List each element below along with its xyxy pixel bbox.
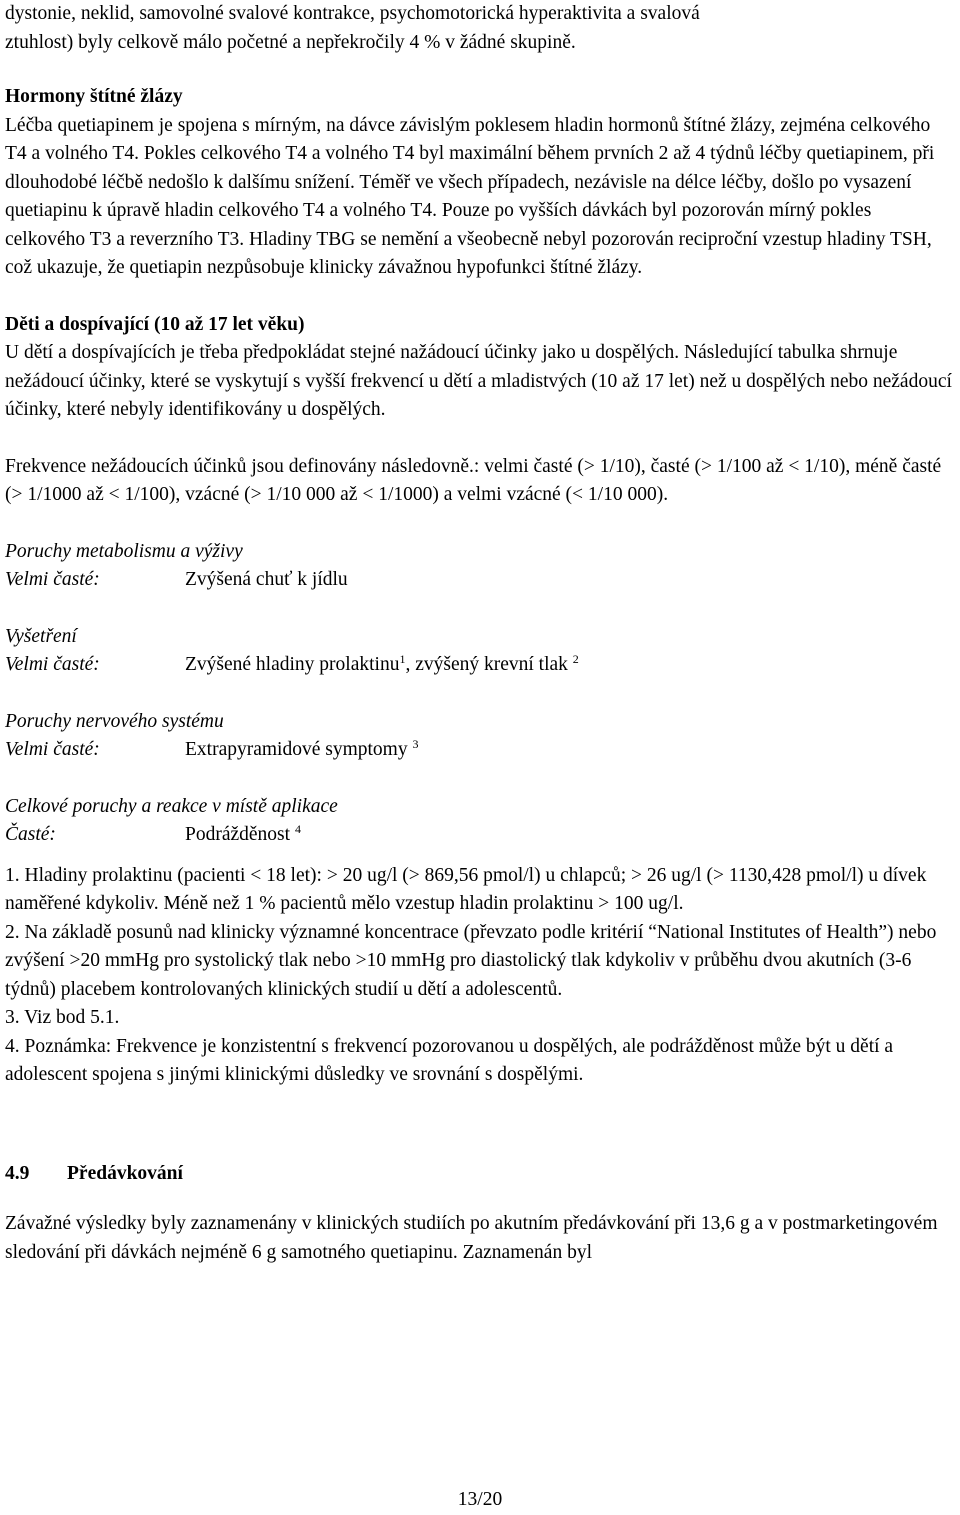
section-number: 4.9: [5, 1162, 30, 1184]
frequency-label: Velmi časté:: [5, 569, 100, 590]
thyroid-heading: Hormony štítné žlázy: [5, 86, 183, 107]
soc-row: [5, 651, 955, 680]
soc-row: [5, 736, 955, 765]
section-title: Předávkování: [67, 1162, 183, 1184]
adverse-effect-text-2: , zvýšený krevní tlak: [405, 654, 568, 675]
intro-line-1: dystonie, neklid, samovolné svalové kontrakce, psychomotorická hyperaktivita a svalová: [5, 3, 700, 24]
soc-row: [5, 566, 955, 595]
frequency-label: Velmi časté:: [5, 654, 100, 675]
adverse-effect: [185, 651, 955, 680]
intro-line-2: ztuhlost) byly celkově málo početné a nepřekročily 4 % v žádné skupině.: [5, 31, 576, 53]
adverse-effect: [185, 736, 955, 765]
adverse-effect: [185, 821, 955, 850]
frequency-definition: Frekvence nežádoucích účinků jsou definovány následovně.: velmi časté (> 1/10), časté (> 1/100 až < 1/10), méně časté (> 1/1000 až < 1/100), vzácné (> 1/10 000 až < 1/1000) a velmi vzácné (< 1/10 000).: [5, 455, 942, 505]
adverse-effect-text: Extrapyramidové symptomy: [185, 739, 408, 760]
adverse-effect-text: Zvýšená chuť k jídlu: [185, 569, 348, 590]
footnote-ref: 1: [399, 652, 406, 666]
adverse-effect-text: Zvýšené hladiny prolaktinu: [185, 654, 400, 675]
soc-title: Poruchy nervového systému: [5, 710, 224, 732]
frequency-label: Velmi časté:: [5, 739, 100, 760]
adverse-effect-text: Podrážděnost: [185, 824, 291, 845]
footnote-3: 3. Viz bod 5.1.: [5, 1007, 120, 1028]
footnote-ref: 2: [572, 652, 579, 666]
section-heading: [5, 1160, 955, 1189]
footnote-ref: 4: [294, 822, 301, 836]
soc-title: Poruchy metabolismu a výživy: [5, 540, 243, 562]
footnote-2: 2. Na základě posunů nad klinicky významné koncentrace (převzato podle kritérií “National Institutes of Health”) nebo zvýšení >20 mmHg pro systolický tlak nebo >10 mmHg pro diastolický tlak kdykoliv v průběhu dvou akutních (3-6 týdnů) placebem kontrolovaných klinických studií u dětí a adolescentů.: [5, 921, 937, 1000]
footnote-1: 1. Hladiny prolaktinu (pacienti < 18 let): > 20 ug/l (> 869,56 pmol/l) u chlapců; > 26 ug/l (> 1130,428 pmol/l) u dívek naměřené kdykoliv. Méně než 1 % pacientů mělo vzestup hladin prolaktinu > 100 ug/l.: [5, 864, 927, 914]
document-page: [5, 0, 955, 1267]
children-paragraph: U dětí a dospívajících je třeba předpokládat stejné nažádoucí účinky jako u dospělých. Následující tabulka shrnuje nežádoucí účinky, které se vyskytují s vyšší frekvencí u dětí a mladistvých (10 až 17 let) než u dospělých nebo nežádoucí účinky, které nebyly identifikovány u dospělých.: [5, 342, 952, 420]
thyroid-paragraph: Léčba quetiapinem je spojena s mírným, na dávce závislým poklesem hladin hormonů štítné žlázy, zejména celkového T4 a volného T4. Pokles celkového T4 a volného T4 byl maximální během prvních 2 až 4 týdnů léčby quetiapinem, při dlouhodobé léčbě nedošlo k dalšímu snížení. Téměř ve všech případech, nezávisle na délce léčby, došlo po vysazení quetiapinu k úpravě hladin celkového T4 a volného T4. Pouze po vyšších dávkách byl pozorován mírný pokles celkového T3 a reverzního T3. Hladiny TBG se nemění a všeobecně nebyl pozorován reciproční vzestup hladiny TSH, což ukazuje, že quetiapin nezpůsobuje klinicky závažnou hypofunkci štítné žlázy.: [5, 114, 935, 278]
frequency-label: Časté:: [5, 824, 56, 845]
soc-row: [5, 821, 955, 850]
footnote-4: 4. Poznámka: Frekvence je konzistentní s frekvencí pozorovanou u dospělých, ale podrážděnost může být u dětí a adolescent spojena s jinými klinickými důsledky ve srovnání s dospělými.: [5, 1035, 894, 1085]
page-number: 13/20: [457, 1489, 503, 1510]
soc-title: Celkové poruchy a reakce v místě aplikace: [5, 795, 338, 817]
soc-title: Vyšetření: [5, 625, 77, 647]
adverse-effect: [185, 566, 955, 595]
overdose-paragraph: Závažné výsledky byly zaznamenány v klinických studiích po akutním předávkování při 13,6 g a v postmarketingovém sledování při dávkách nejméně 6 g samotného quetiapinu. Zaznamenán byl: [5, 1213, 938, 1263]
children-heading: Děti a dospívající (10 až 17 let věku): [5, 313, 305, 335]
footnote-ref: 3: [412, 737, 419, 751]
